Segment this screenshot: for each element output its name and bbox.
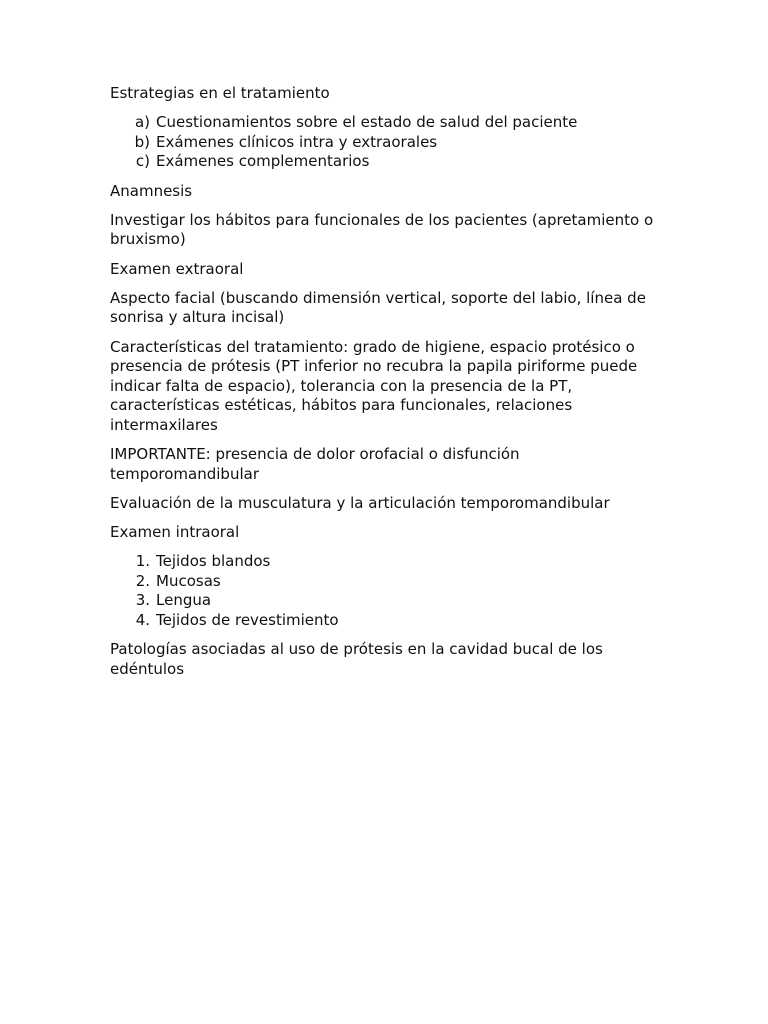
important-note: IMPORTANTE: presencia de dolor orofacial o disfunción temporomandibular [110,445,520,483]
list-item-text: Lengua [156,591,212,610]
pathologies-text: Patologías asociadas al uso de prótesis en la cavidad bucal de los edéntulos [110,640,603,678]
anamnesis-text: Investigar los hábitos para funcionales de los pacientes (apretamiento o bruxismo) [110,210,654,249]
anamnesis-title: Anamnesis [110,181,193,200]
intraoral-list [110,552,670,630]
list-item [110,611,670,631]
list-item-text: Cuestionamientos sobre el estado de salud del paciente [156,113,578,132]
extraoral-title: Examen extraoral [110,259,244,278]
strategies-list [110,113,670,172]
list-item [110,152,670,172]
list-marker: 3. [135,591,150,610]
list-item-text: Tejidos de revestimiento [156,611,339,629]
treatment-characteristics-text: Características del tratamiento: grado de higiene, espacio protésico o presencia de prótesis (PT inferior no recubra la papila piriforme puede indicar falta de espacio), tolerancia con la presencia de la PT, características estéticas, hábitos para funcionales, relaciones intermaxilares [110,337,638,434]
intraoral-title: Examen intraoral [110,523,240,542]
list-item-text: Tejidos blandos [156,552,271,571]
list-marker: 2. [135,571,150,590]
list-marker: 4. [135,611,150,629]
list-marker: c) [135,152,150,171]
document-page [110,84,670,689]
list-item-text: Exámenes complementarios [156,152,370,171]
facial-aspect-text: Aspecto facial (buscando dimensión vertical, soporte del labio, línea de sonrisa y altura incisal) [110,288,646,327]
list-item [110,113,670,133]
list-item [110,552,670,572]
list-item [110,572,670,592]
list-item-text: Mucosas [156,571,221,590]
list-marker: 1. [135,552,150,571]
heading-strategies: Estrategias en el tratamiento [110,84,330,102]
list-marker: b) [134,132,150,151]
list-marker: a) [134,113,150,132]
list-item-text: Exámenes clínicos intra y extraorales [156,132,438,151]
musculature-eval-text: Evaluación de la musculatura y la articulación temporomandibular [110,493,610,512]
list-item [110,591,670,611]
list-item [110,133,670,153]
